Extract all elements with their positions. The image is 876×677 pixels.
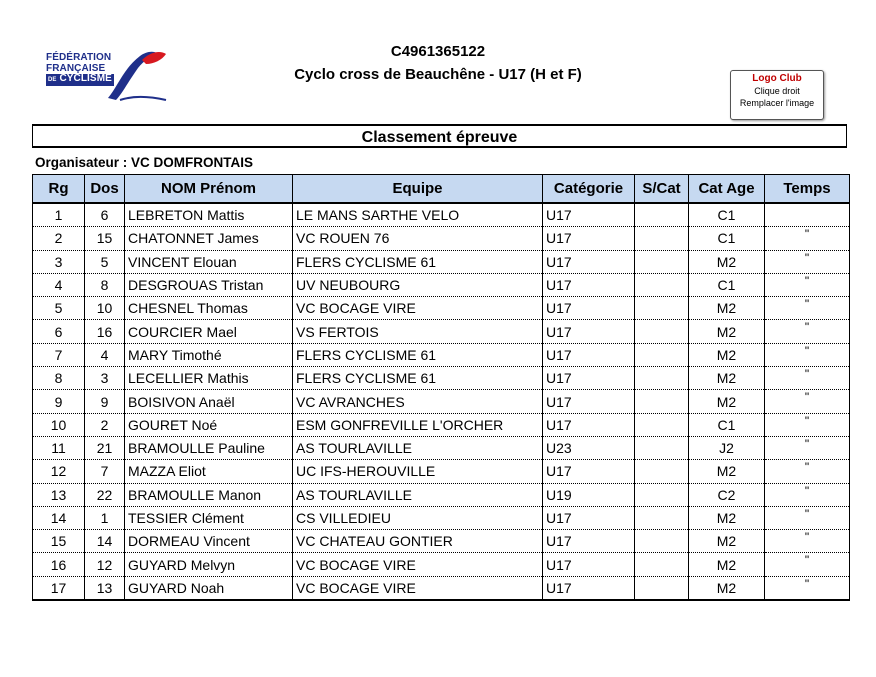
cell-rg: 4 — [33, 273, 85, 296]
table-row — [33, 483, 850, 506]
cell-cat-age: M2 — [689, 367, 765, 390]
cell-cat-age: M2 — [689, 250, 765, 273]
cell-cat-age: M2 — [689, 297, 765, 320]
cell-cat-age: C2 — [689, 483, 765, 506]
cell-nom: DORMEAU Vincent — [125, 530, 293, 553]
cell-scat — [635, 530, 689, 553]
cell-scat — [635, 413, 689, 436]
cell-cat-age: C1 — [689, 413, 765, 436]
cell-scat — [635, 227, 689, 250]
col-header-scat: S/Cat — [635, 175, 689, 204]
cell-dos: 21 — [85, 436, 125, 459]
cell-equipe: VS FERTOIS — [293, 320, 543, 343]
table-row — [33, 250, 850, 273]
cell-rg: 12 — [33, 460, 85, 483]
table-row — [33, 460, 850, 483]
cell-temps: " — [765, 227, 850, 250]
cell-cat-age: J2 — [689, 436, 765, 459]
table-row — [33, 506, 850, 529]
cell-temps: " — [765, 250, 850, 273]
cell-dos: 7 — [85, 460, 125, 483]
table-row — [33, 553, 850, 576]
cell-equipe: AS TOURLAVILLE — [293, 436, 543, 459]
cell-cat-age: M2 — [689, 390, 765, 413]
cell-categorie: U17 — [543, 203, 635, 227]
table-row — [33, 320, 850, 343]
cell-dos: 2 — [85, 413, 125, 436]
club-logo-title: Logo Club — [752, 73, 802, 84]
cell-equipe: VC BOCAGE VIRE — [293, 297, 543, 320]
cell-nom: LECELLIER Mathis — [125, 367, 293, 390]
table-row — [33, 367, 850, 390]
organizer: Organisateur : VC DOMFRONTAIS — [35, 155, 254, 170]
club-logo-placeholder — [730, 70, 824, 120]
col-header-rg: Rg — [33, 175, 85, 204]
cell-rg: 1 — [33, 203, 85, 227]
cell-cat-age: M2 — [689, 506, 765, 529]
cell-equipe: FLERS CYCLISME 61 — [293, 367, 543, 390]
cell-dos: 14 — [85, 530, 125, 553]
cell-equipe: ESM GONFREVILLE L'ORCHER — [293, 413, 543, 436]
table-row — [33, 343, 850, 366]
ffc-logo-line1: FÉDÉRATION — [46, 52, 112, 63]
cell-dos: 6 — [85, 203, 125, 227]
cell-rg: 13 — [33, 483, 85, 506]
cell-scat — [635, 576, 689, 600]
cell-dos: 4 — [85, 343, 125, 366]
col-header-equipe: Equipe — [293, 175, 543, 204]
table-row — [33, 436, 850, 459]
cell-rg: 16 — [33, 553, 85, 576]
col-header-categorie: Catégorie — [543, 175, 635, 204]
cell-categorie: U17 — [543, 250, 635, 273]
cell-equipe: CS VILLEDIEU — [293, 506, 543, 529]
cell-categorie: U17 — [543, 530, 635, 553]
cell-equipe: UV NEUBOURG — [293, 273, 543, 296]
cell-categorie: U19 — [543, 483, 635, 506]
cell-scat — [635, 483, 689, 506]
club-logo-hint: Clique droit — [754, 86, 800, 96]
cell-temps: " — [765, 553, 850, 576]
cell-nom: LEBRETON Mattis — [125, 203, 293, 227]
cell-equipe: FLERS CYCLISME 61 — [293, 343, 543, 366]
cell-nom: GOURET Noé — [125, 413, 293, 436]
cell-temps: " — [765, 576, 850, 600]
cell-temps — [765, 203, 850, 227]
club-logo-hint2: Remplacer l'image — [739, 98, 815, 108]
cell-categorie: U17 — [543, 343, 635, 366]
cell-dos: 16 — [85, 320, 125, 343]
cell-scat — [635, 273, 689, 296]
cell-equipe: AS TOURLAVILLE — [293, 483, 543, 506]
cell-scat — [635, 297, 689, 320]
cell-nom: BOISIVON Anaël — [125, 390, 293, 413]
cell-nom: BRAMOULLE Manon — [125, 483, 293, 506]
table-row — [33, 413, 850, 436]
section-title: Classement épreuve — [32, 124, 847, 148]
cell-equipe: VC BOCAGE VIRE — [293, 553, 543, 576]
cell-categorie: U17 — [543, 367, 635, 390]
table-row — [33, 297, 850, 320]
cell-dos: 5 — [85, 250, 125, 273]
cell-categorie: U17 — [543, 553, 635, 576]
table-row — [33, 227, 850, 250]
cell-rg: 6 — [33, 320, 85, 343]
table-row — [33, 203, 850, 227]
cell-nom: TESSIER Clément — [125, 506, 293, 529]
table-row — [33, 530, 850, 553]
cell-cat-age: M2 — [689, 576, 765, 600]
cell-equipe: UC IFS-HEROUVILLE — [293, 460, 543, 483]
cell-temps: " — [765, 367, 850, 390]
col-header-cat-age: Cat Age — [689, 175, 765, 204]
cell-cat-age: M2 — [689, 320, 765, 343]
table-row — [33, 390, 850, 413]
cell-dos: 1 — [85, 506, 125, 529]
ffc-logo-line3-text: CYCLISME — [59, 73, 112, 84]
col-header-dos: Dos — [85, 175, 125, 204]
cell-scat — [635, 506, 689, 529]
cell-categorie: U17 — [543, 227, 635, 250]
cell-nom: MARY Timothé — [125, 343, 293, 366]
cell-categorie: U17 — [543, 413, 635, 436]
cell-temps: " — [765, 273, 850, 296]
cell-scat — [635, 460, 689, 483]
cell-scat — [635, 320, 689, 343]
cell-rg: 10 — [33, 413, 85, 436]
table-row — [33, 576, 850, 600]
cell-dos: 3 — [85, 367, 125, 390]
cell-cat-age: C1 — [689, 273, 765, 296]
cell-nom: GUYARD Melvyn — [125, 553, 293, 576]
cell-cat-age: M2 — [689, 553, 765, 576]
cell-nom: DESGROUAS Tristan — [125, 273, 293, 296]
cell-scat — [635, 367, 689, 390]
race-title: Cyclo cross de Beauchêne - U17 (H et F) — [294, 66, 582, 83]
cell-scat — [635, 203, 689, 227]
cell-scat — [635, 390, 689, 413]
cell-temps: " — [765, 460, 850, 483]
cell-equipe: LE MANS SARTHE VELO — [293, 203, 543, 227]
cell-scat — [635, 436, 689, 459]
cell-rg: 17 — [33, 576, 85, 600]
cell-rg: 9 — [33, 390, 85, 413]
table-row — [33, 273, 850, 296]
cell-equipe: VC BOCAGE VIRE — [293, 576, 543, 600]
cell-dos: 12 — [85, 553, 125, 576]
ffc-logo-line2: FRANÇAISE — [46, 62, 106, 74]
results-table — [32, 174, 850, 601]
cell-rg: 11 — [33, 436, 85, 459]
cell-rg: 8 — [33, 367, 85, 390]
cell-temps: " — [765, 413, 850, 436]
cell-scat — [635, 553, 689, 576]
cell-nom: CHESNEL Thomas — [125, 297, 293, 320]
cell-cat-age: C1 — [689, 203, 765, 227]
cell-cat-age: M2 — [689, 343, 765, 366]
cell-scat — [635, 343, 689, 366]
cell-equipe: FLERS CYCLISME 61 — [293, 250, 543, 273]
cell-rg: 15 — [33, 530, 85, 553]
cell-nom: VINCENT Elouan — [125, 250, 293, 273]
cell-equipe: VC ROUEN 76 — [293, 227, 543, 250]
cell-temps: " — [765, 390, 850, 413]
cell-rg: 14 — [33, 506, 85, 529]
race-code: C4961365122 — [390, 43, 486, 60]
cell-categorie: U17 — [543, 576, 635, 600]
cell-nom: BRAMOULLE Pauline — [125, 436, 293, 459]
cell-temps: " — [765, 297, 850, 320]
cell-temps: " — [765, 530, 850, 553]
cell-categorie: U17 — [543, 297, 635, 320]
cell-temps: " — [765, 436, 850, 459]
cell-cat-age: M2 — [689, 460, 765, 483]
table-header-row — [33, 175, 850, 204]
cell-dos: 9 — [85, 390, 125, 413]
col-header-nom: NOM Prénom — [125, 175, 293, 204]
cell-rg: 3 — [33, 250, 85, 273]
cell-scat — [635, 250, 689, 273]
cell-dos: 13 — [85, 576, 125, 600]
cell-rg: 5 — [33, 297, 85, 320]
cell-categorie: U17 — [543, 273, 635, 296]
cell-nom: CHATONNET James — [125, 227, 293, 250]
cell-categorie: U23 — [543, 436, 635, 459]
col-header-temps: Temps — [765, 175, 850, 204]
cell-nom: MAZZA Eliot — [125, 460, 293, 483]
cell-dos: 15 — [85, 227, 125, 250]
cell-cat-age: M2 — [689, 530, 765, 553]
cell-nom: COURCIER Mael — [125, 320, 293, 343]
cell-categorie: U17 — [543, 390, 635, 413]
cell-temps: " — [765, 506, 850, 529]
cell-equipe: VC AVRANCHES — [293, 390, 543, 413]
cell-categorie: U17 — [543, 320, 635, 343]
cell-temps: " — [765, 483, 850, 506]
cell-temps: " — [765, 320, 850, 343]
cell-nom: GUYARD Noah — [125, 576, 293, 600]
cell-dos: 8 — [85, 273, 125, 296]
cell-categorie: U17 — [543, 460, 635, 483]
cell-equipe: VC CHATEAU GONTIER — [293, 530, 543, 553]
cell-categorie: U17 — [543, 506, 635, 529]
cell-temps: " — [765, 343, 850, 366]
ffc-logo-prefix: DE — [48, 77, 57, 83]
cell-rg: 7 — [33, 343, 85, 366]
cell-dos: 10 — [85, 297, 125, 320]
cell-rg: 2 — [33, 227, 85, 250]
cell-dos: 22 — [85, 483, 125, 506]
cell-cat-age: C1 — [689, 227, 765, 250]
